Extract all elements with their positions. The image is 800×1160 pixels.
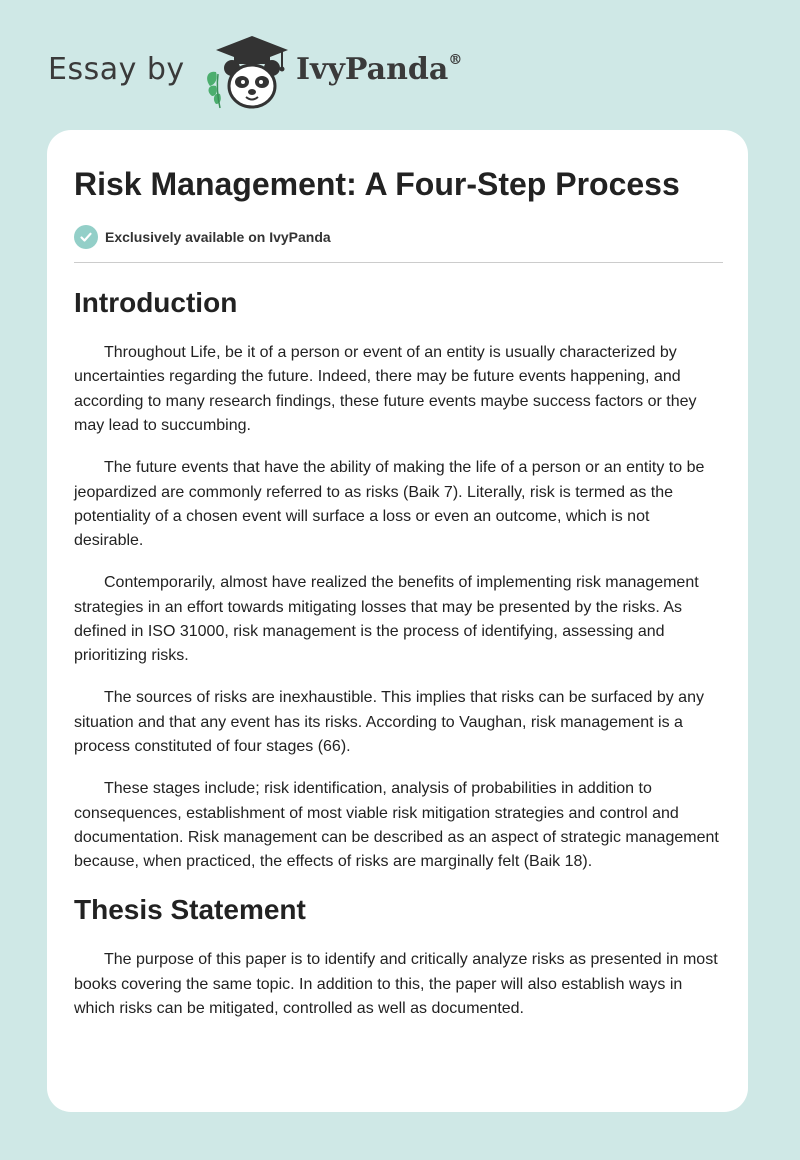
page-title: Risk Management: A Four-Step Process [74,166,680,202]
section-heading-introduction: Introduction [74,287,238,318]
section-heading-thesis-statement: Thesis Statement [74,894,306,926]
check-circle-icon [74,225,98,249]
paragraph: The future events that have the ability of making the life of a person or an entity to be jeopardized are commonly referred to as risks (Baik 7). Literally, risk is termed as the potentiality of a chosen event will surface a loss or even an outcome, which is not desirable. [74,459,705,550]
article-card [47,130,748,1112]
paragraph: These stages include; risk identification, analysis of probabilities in addition to consequences, establishment of most viable risk mitigation strategies and control and documentation. Risk management can be described as an aspect of strategic management because, when practiced, the effects of risks are marginally felt (Baik 18). [74,780,719,871]
brand-prefix: Essay by [48,52,185,87]
paragraph: The sources of risks are inexhaustible. This implies that risks can be surfaced by any situation and that any event has its risks. According to Vaughan, risk management is a process constituted of four stages (66). [74,689,704,756]
panda-graduate-icon [204,34,292,110]
site-header [48,34,468,110]
paragraph: Contemporarily, almost have realized the benefits of implementing risk management strategies in an effort towards mitigating losses that may be presented by the risks. As defined in ISO 31000, risk management is the process of identifying, assessing and prioritizing risks. [74,574,699,665]
paragraph: The purpose of this paper is to identify and critically analyze risks as presented in most books covering the same topic. In addition to this, the paper will also establish ways in which risks can be mitigated, controlled as well as documented. [74,951,718,1018]
brand-name: IvyPanda® [296,52,463,87]
divider [74,262,723,263]
badge-text: Exclusively available on IvyPanda [105,229,331,245]
paragraph: Throughout Life, be it of a person or event of an entity is usually characterized by uncertainties regarding the future. Indeed, there may be future events happening, and according to many research findings, these future events maybe success factors or they may lead to succumbing. [74,344,697,435]
exclusive-badge [74,224,721,250]
